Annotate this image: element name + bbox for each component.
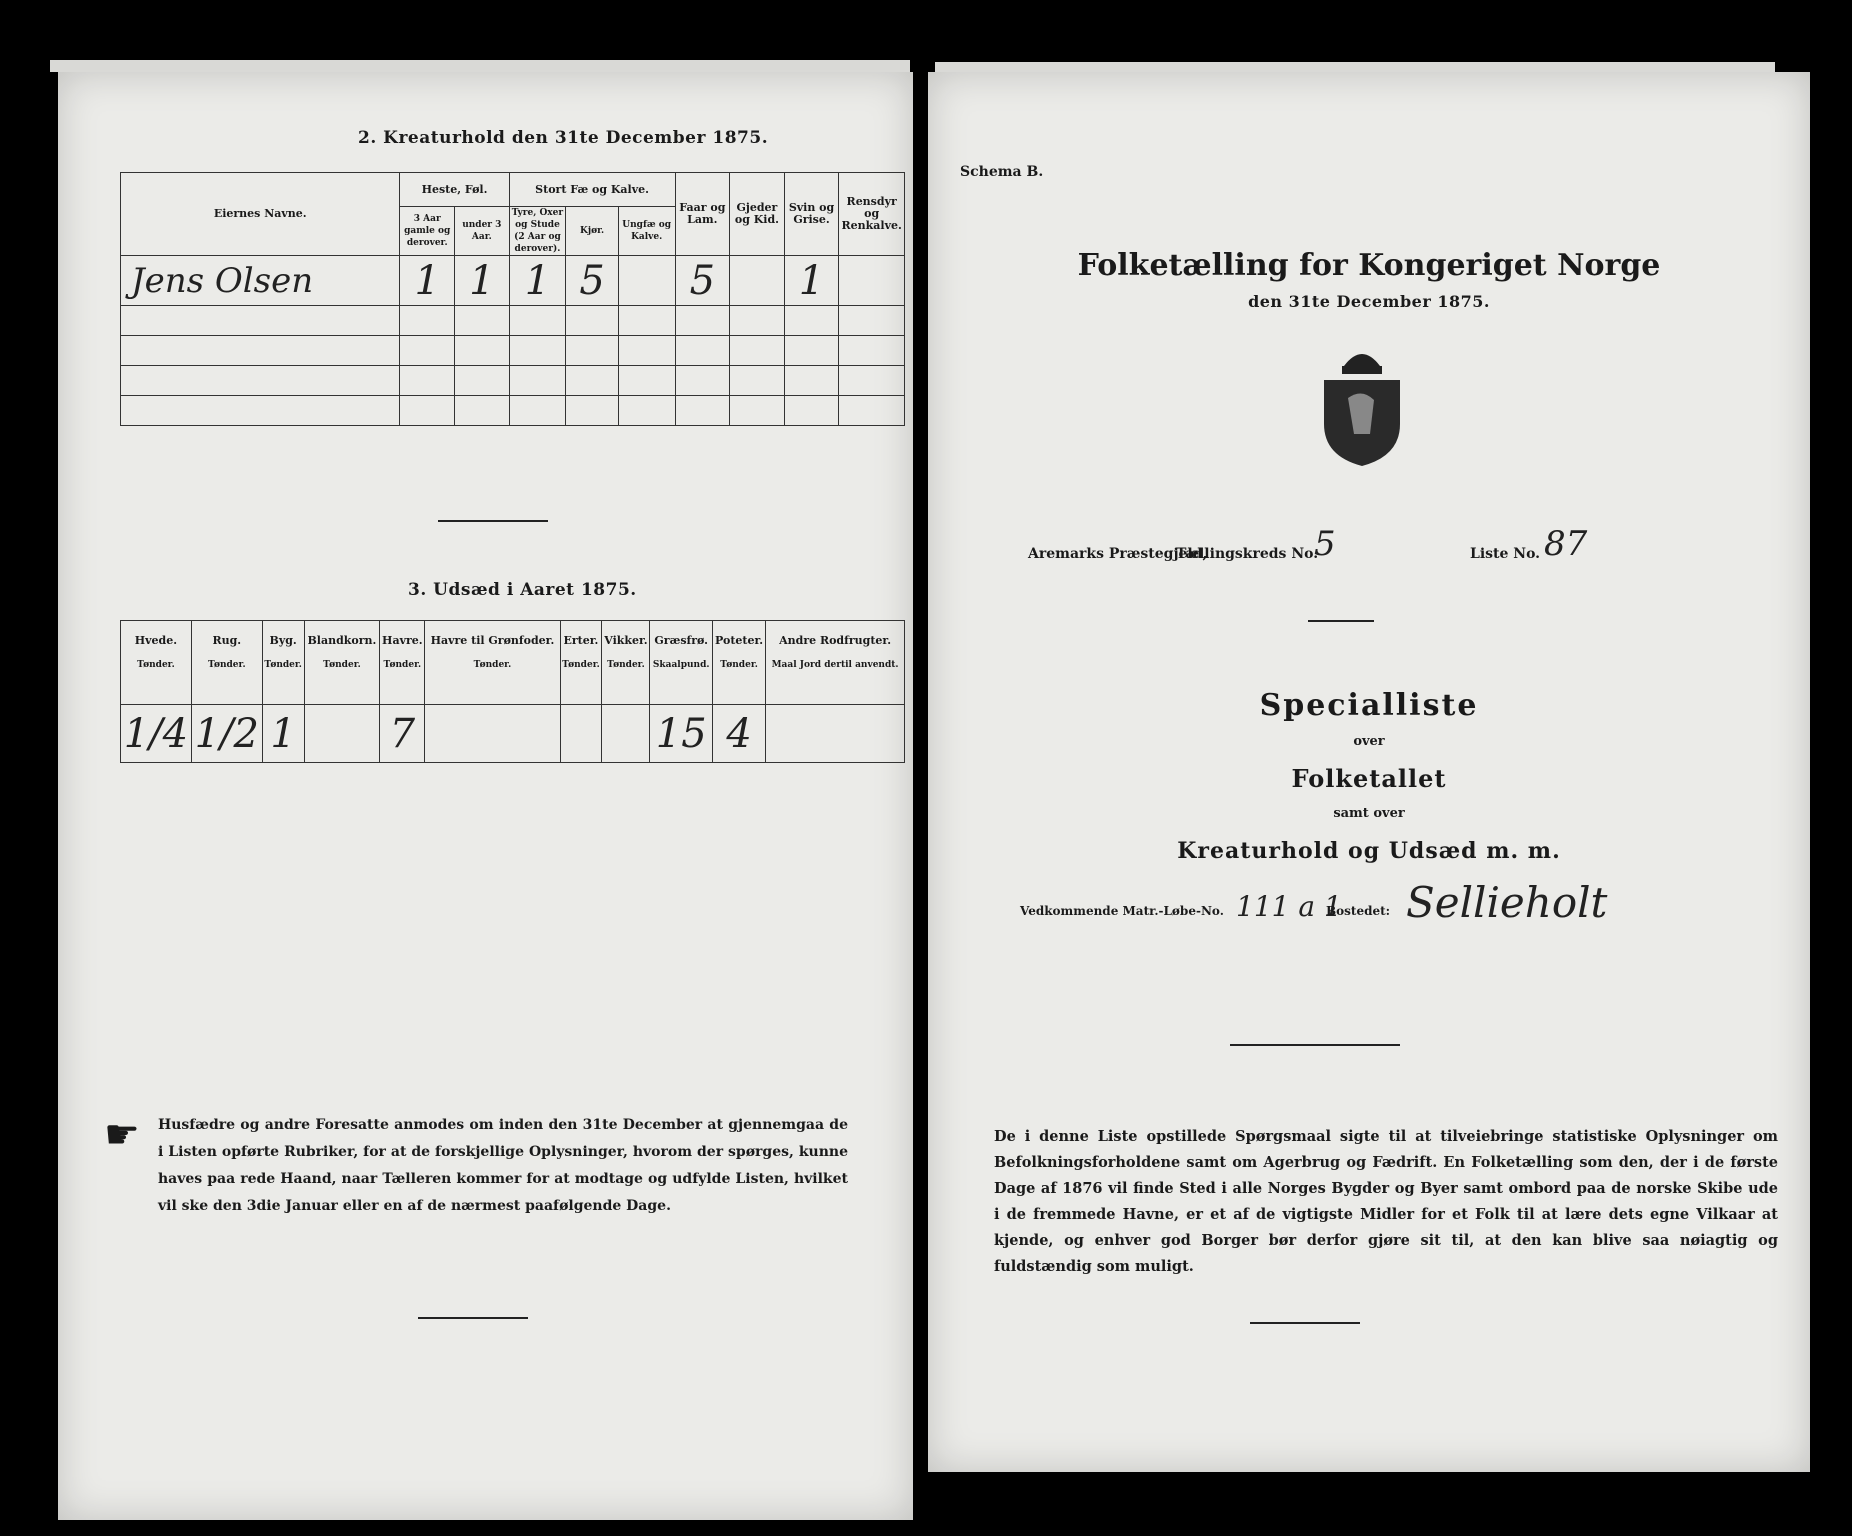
crop-header-row — [121, 621, 905, 705]
schema-label: Schema B. — [960, 164, 1044, 180]
crop-header-2 — [262, 621, 304, 705]
hesteunder-value: 1 — [455, 256, 510, 306]
intro-paragraph: De i denne Liste opstillede Spørgsmaal sigte til at tilveiebringe statistiske Oplysninger om Befolkningsforholdene samt om Agerbrug og Fædrift. En Folketælling som den, der i de første Dage af 1876 vil finde Sted i alle Norges Bygder og Byer samt ombord paa de norske Skibe ude i de fremmede Havne, er et af de vigtigste Midler for et Folk til at lære dets egne Vilkaar at kjende, og enhver god Borger bør derfor gjøre sit til, at den kan blive saa nøiagtig og fuldstændig som muligt. — [994, 1128, 1778, 1275]
crop-name: Havre til Grønfoder. — [430, 634, 555, 647]
divider-1 — [438, 520, 548, 522]
gjeder-value — [730, 256, 785, 306]
coat-of-arms-icon — [1314, 338, 1410, 468]
crop-name: Rug. — [212, 634, 242, 647]
heste-header: Heste, Føl. — [400, 173, 509, 207]
crop-name: Havre. — [382, 634, 423, 647]
left-page-edge — [50, 60, 910, 72]
crop-name: Byg. — [269, 634, 297, 647]
crop-header-8 — [650, 621, 712, 705]
sub-ungfae: Ungfæ og Kalve. — [618, 207, 675, 256]
crop-name: Erter. — [563, 634, 599, 647]
crop-unit: Tønder. — [323, 660, 361, 670]
ungfae-value — [618, 256, 675, 306]
crop-header-4 — [380, 621, 425, 705]
svin-header: Svin og Grise. — [784, 173, 839, 256]
matr-value: 111 a 1 — [1236, 890, 1342, 923]
over-1: over — [1353, 734, 1385, 749]
kjor-value: 5 — [566, 256, 618, 306]
crop-unit: Tønder. — [383, 660, 422, 670]
owner-header: Eiernes Navne. — [121, 173, 400, 256]
parish-label: Aremarks Præstegjeld, — [1028, 546, 1208, 562]
crop-value-8: 15 — [650, 705, 712, 763]
crop-value-10 — [766, 705, 905, 763]
crop-unit: Tønder. — [720, 660, 758, 670]
section2-title: 2. Kreaturhold den 31te December 1875. — [358, 128, 769, 148]
owner-name: Jens Olsen — [121, 256, 400, 306]
divider-2 — [418, 1317, 528, 1319]
stortfae-header: Stort Fæ og Kalve. — [509, 173, 675, 207]
tyre-value: 1 — [509, 256, 566, 306]
crop-value-4: 7 — [380, 705, 425, 763]
faar-header: Faar og Lam. — [675, 173, 730, 256]
faar-value: 5 — [675, 256, 730, 306]
crop-name: Blandkorn. — [307, 634, 377, 647]
crop-unit: Tønder. — [207, 660, 246, 670]
crop-value-9: 4 — [712, 705, 765, 763]
crop-value-2: 1 — [262, 705, 304, 763]
left-page — [58, 72, 913, 1520]
livestock-table — [120, 172, 905, 426]
crop-header-3 — [304, 621, 380, 705]
crop-unit: Tønder. — [264, 660, 302, 670]
divider-5 — [1250, 1322, 1360, 1324]
crop-value-1: 1/2 — [191, 705, 262, 763]
divider-4 — [1230, 1044, 1400, 1046]
crop-value-row — [121, 705, 905, 763]
crop-header-0 — [121, 621, 192, 705]
notice-text: Husfædre og andre Foresatte anmodes om inden den 31te December at gjennemgaa de i Listen opførte Rubriker, for at de forskjellige Oplysninger, hvorom der spørges, kunne haves paa rede Haand, naar Tælleren kommer for at modtage og udfylde Listen, hvilket vil ske den 3die Januar eller en af de nærmest paafølgende Dage. — [158, 1117, 848, 1214]
sub-3aar: 3 Aar gamle og derover. — [400, 207, 455, 256]
crop-header-1 — [191, 621, 262, 705]
crop-value-5 — [425, 705, 560, 763]
crop-header-7 — [602, 621, 650, 705]
crop-value-0: 1/4 — [121, 705, 192, 763]
crop-header-9 — [712, 621, 765, 705]
crop-value-7 — [602, 705, 650, 763]
list-label: Liste No. — [1470, 546, 1541, 562]
specialliste-title: Specialliste — [1259, 688, 1479, 723]
crop-header-10 — [766, 621, 905, 705]
sub-kjor: Kjør. — [566, 207, 618, 256]
folketallet-title: Folketallet — [1291, 764, 1447, 793]
crop-unit: Skaalpund. — [652, 660, 710, 670]
sub-tyre: Tyre, Oxer og Stude (2 Aar og derover). — [509, 207, 566, 256]
crop-value-6 — [560, 705, 602, 763]
right-page — [928, 72, 1810, 1472]
crop-name: Andre Rodfrugter. — [779, 634, 892, 647]
gjeder-header: Gjeder og Kid. — [730, 173, 785, 256]
rensdyr-header: Rensdyr og Renkalve. — [839, 173, 905, 256]
bosted-value: Sellieholt — [1406, 878, 1608, 927]
census-date: den 31te December 1875. — [1248, 292, 1490, 311]
crop-unit: Tønder. — [562, 660, 600, 670]
main-title: Folketælling for Kongeriget Norge — [1077, 248, 1661, 283]
pointing-hand-icon: ☛ — [104, 1112, 140, 1158]
rensdyr-value — [839, 256, 905, 306]
crop-value-3 — [304, 705, 380, 763]
crop-unit: Tønder. — [473, 660, 512, 670]
crop-unit: Maal Jord dertil anvendt. — [771, 660, 899, 670]
district-label: Tællingskreds No. — [1176, 546, 1319, 562]
matr-label: Vedkommende Matr.-Løbe-No. — [1020, 904, 1224, 918]
over-2: samt over — [1333, 806, 1405, 821]
crop-unit: Tønder. — [607, 660, 645, 670]
kreaturhold-title: Kreaturhold og Udsæd m. m. — [1177, 838, 1561, 864]
crop-header-6 — [560, 621, 602, 705]
crops-table — [120, 620, 905, 763]
divider-3 — [1308, 620, 1374, 622]
crop-header-5 — [425, 621, 560, 705]
crop-unit: Tønder. — [137, 660, 175, 670]
list-value: 87 — [1544, 524, 1588, 564]
crop-name: Hvede. — [134, 634, 178, 647]
sub-under3: under 3 Aar. — [455, 207, 510, 256]
heste3-value: 1 — [400, 256, 455, 306]
crop-name: Græsfrø. — [654, 634, 709, 647]
crop-name: Vikker. — [604, 634, 648, 647]
section3-title: 3. Udsæd i Aaret 1875. — [408, 580, 637, 600]
svin-value: 1 — [784, 256, 839, 306]
crop-name: Poteter. — [715, 634, 764, 647]
bosted-label: Bostedet: — [1326, 904, 1391, 918]
district-value: 5 — [1314, 524, 1336, 564]
